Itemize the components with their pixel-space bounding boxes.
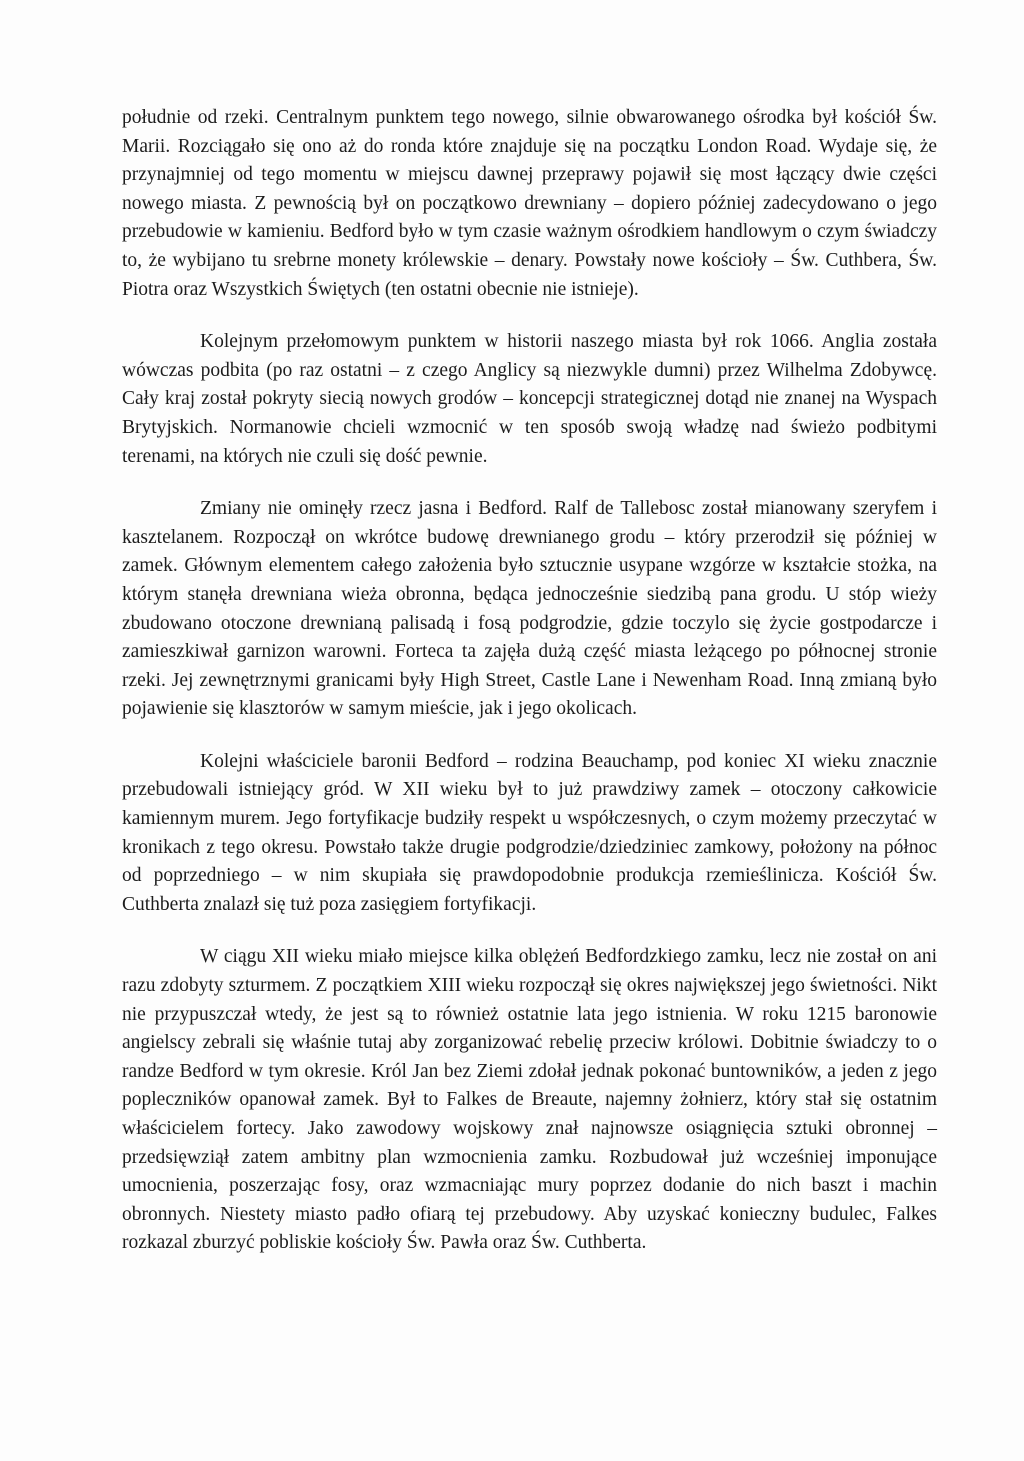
paragraph-4: Kolejni właściciele baronii Bedford – rodzina Beauchamp, pod koniec XI wieku znacznie przebudowali istniejący gród. W XII wieku był to już prawdziwy zamek – otoczony całkowicie kamiennym murem. Jego fortyfikacje budziły respekt u współczesnych, o czym możemy przeczytać w kronikach z tego okresu. Powstało także drugie podgrodzie/dziedziniec zamkowy, położony na północ od poprzedniego – w nim skupiała się prawdopodobnie produkcja rzemieślinicza. Kościół Św. Cuthberta znalazł się tuż poza zasięgiem fortyfikacji. (122, 750, 937, 915)
paragraph-2: Kolejnym przełomowym punktem w historii naszego miasta był rok 1066. Anglia została wówczas podbita (po raz ostatni – z czego Anglicy są niezwykle dumni) przez Wilhelma Zdobywcę. Cały kraj został pokryty siecią nowych grodów – koncepcji strategicznej dotąd nie znanej na Wyspach Brytyjskich. Normanowie chcieli wzmocnić w ten sposób swoją władzę nad świeżo podbitymi terenami, na których nie czuli się dość pewnie. (122, 331, 937, 467)
paragraph-3: Zmiany nie ominęły rzecz jasna i Bedford. Ralf de Tallebosc został mianowany szeryfem i kasztelanem. Rozpoczął on wkrótce budowę drewnianego grodu – który przerodził się później w zamek. Głównym elementem całego założenia było sztucznie usypane wzgórze w kształcie stożka, na którym stanęła drewniana wieża obronna, będąca jednocześnie siedzibą pana grodu. U stóp wieży zbudowano otoczone drewnianą palisadą i fosą podgrodzie, gdzie toczylo się życie gostpodarcze i zamieszkiwał garnizon warowni. Forteca ta zajęła dużą część miasta leżącego po północnej stronie rzeki. Jej zewnętrznymi granicami były High Street, Castle Lane i Newenham Road. Inną zmianą było pojawienie się klasztorów w samym mieście, jak i jego okolicach. (122, 498, 937, 720)
paragraph-1: południe od rzeki. Centralnym punktem tego nowego, silnie obwarowanego ośrodka był kościół Św. Marii. Rozciągało się ono aż do ronda które znajduje się na początku London Road. Wydaje się, że przynajmniej od tego momentu w miejscu dawnej przeprawy pojawił się most łączący dwie części nowego miasta. Z pewnością był on początkowo drewniany – dopiero później zadecydowano o jego przebudowie w kamieniu. Bedford było w tym czasie ważnym ośrodkiem handlowym o czym świadczy to, że wybijano tu srebrne monety królewskie – denary. Powstały nowe kościoły – Św. Cuthbera, Św. Piotra oraz Wszystkich Świętych (ten ostatni obecnie nie istnieje). (122, 107, 937, 300)
document-body (122, 104, 937, 1258)
paragraph-5: W ciągu XII wieku miało miejsce kilka oblężeń Bedfordzkiego zamku, lecz nie został on ani razu zdobyty szturmem. Z początkiem XIII wieku rozpoczął się okres największej jego świetności. Nikt nie przypuszczał wtedy, że jest są to również ostatnie lata jego istnienia. W roku 1215 baronowie angielscy zebrali się właśnie tutaj aby zorganizować rebelię przeciw królowi. Dobitnie świadczy to o randze Bedford w tym okresie. Król Jan bez Ziemi zdołał jednak pokonać buntowników, a jeden z jego popleczników opanował zamek. Był to Falkes de Breaute, najemny żołnierz, który stał się ostatnim właścicielem fortecy. Jako zawodowy wojskowy znał najnowsze osiągnięcia sztuki obronnej – przedsięwziął zatem ambitny plan wzmocnienia zamku. Rozbudował już wcześniej imponujące umocnienia, poszerzając fosy, oraz wzmacniając mury poprzez dodanie do nich baszt i machin obronnych. Niestety miasto padło ofiarą tej przebudowy. Aby uzyskać konieczny budulec, Falkes rozkazal zburzyć pobliskie kościoły Św. Pawła oraz Św. Cuthberta. (122, 946, 937, 1254)
